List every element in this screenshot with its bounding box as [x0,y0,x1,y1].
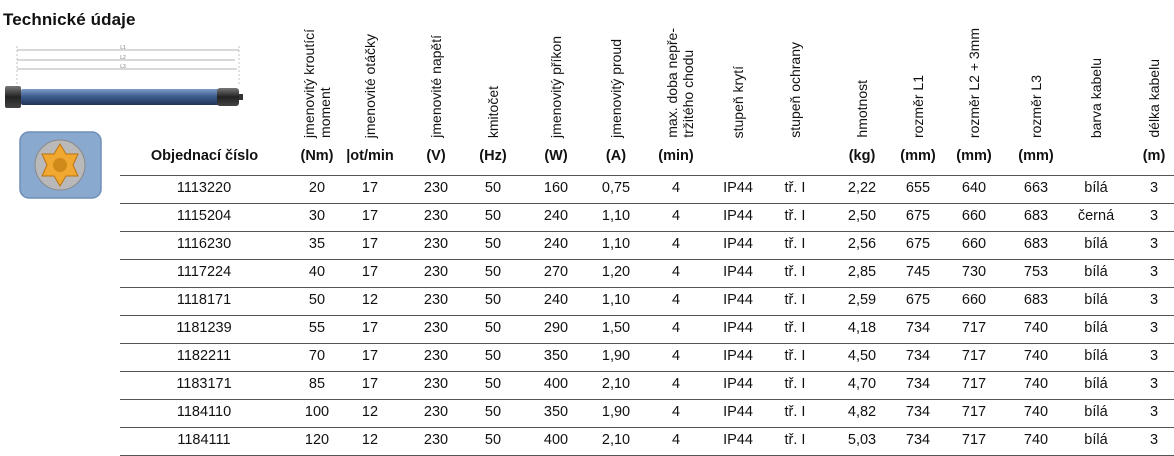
table-cell-duty: 4 [671,236,681,252]
table-cell-current: 1,10 [601,236,631,252]
table-cell-l3: 740 [1023,404,1049,420]
table-cell-speed: 17 [361,208,379,224]
table-cell-speed: 17 [361,320,379,336]
table-cell-current: 1,90 [601,348,631,364]
column-header-code: Objednací číslo [150,148,259,164]
table-cell-freq: 50 [484,348,502,364]
table-cell-code: 1181239 [176,320,232,336]
table-cell-l2: 717 [961,404,987,420]
table-cell-duty: 4 [671,292,681,308]
table-cell-freq: 50 [484,432,502,448]
table-cell-l2: 730 [961,264,987,280]
table-cell-current: 2,10 [601,432,631,448]
table-cell-l2: 640 [961,180,987,196]
table-cell-power: 290 [543,320,569,336]
table-cell-duty: 4 [671,264,681,280]
table-cell-prot: tř. I [784,264,806,280]
table-cell-length: 3 [1149,208,1159,224]
table-cell-torque: 35 [308,236,326,252]
table-cell-speed: 17 [361,348,379,364]
table-cell-color: bílá [1084,348,1108,364]
motor-drawing [3,42,243,120]
table-cell-l1: 734 [905,404,931,420]
table-row [120,428,1174,456]
table-cell-voltage: 230 [423,432,449,448]
table-cell-prot: tř. I [784,292,806,308]
table-cell-ip: IP44 [723,264,753,280]
column-header-prot: stupeň ochrany [787,42,803,138]
column-unit-duty: (min) [658,148,694,164]
table-cell-voltage: 230 [423,348,449,364]
table-cell-l1: 734 [905,432,931,448]
column-header-ip: stupeň krytí [730,65,746,138]
column-unit-voltage: (V) [426,148,446,164]
table-cell-color: bílá [1084,236,1108,252]
table-cell-l1: 734 [905,348,931,364]
column-unit-torque: (Nm) [300,148,334,164]
column-header-speed: jmenovité otáčky [362,33,378,138]
table-cell-l3: 683 [1023,292,1049,308]
table-cell-torque: 30 [308,208,326,224]
table-row [120,288,1174,316]
table-cell-torque: 20 [308,180,326,196]
table-cell-torque: 120 [304,432,330,448]
table-cell-weight: 4,18 [847,320,877,336]
table-cell-code: 1183171 [176,376,232,392]
table-cell-voltage: 230 [423,264,449,280]
table-cell-freq: 50 [484,264,502,280]
table-cell-l1: 675 [905,292,931,308]
column-header-voltage: jmenovité napětí [428,35,444,138]
table-cell-prot: tř. I [784,404,806,420]
column-unit-weight: (kg) [848,148,876,164]
column-header-l2: rozměr L2 + 3mm [966,27,982,138]
table-cell-weight: 4,50 [847,348,877,364]
table-cell-voltage: 230 [423,180,449,196]
table-cell-ip: IP44 [723,320,753,336]
table-row [120,204,1174,232]
column-header-weight: hmotnost [854,80,870,138]
table-cell-code: 1113220 [176,180,232,196]
column-unit-current: (A) [605,148,627,164]
column-header-current: jmenovitý proud [608,39,624,138]
table-cell-code: 1115204 [176,208,232,224]
table-cell-speed: 17 [361,264,379,280]
table-cell-power: 240 [543,292,569,308]
table-cell-color: bílá [1084,180,1108,196]
table-cell-freq: 50 [484,236,502,252]
table-cell-prot: tř. I [784,432,806,448]
table-cell-current: 1,10 [601,292,631,308]
table-cell-current: 1,20 [601,264,631,280]
table-cell-ip: IP44 [723,236,753,252]
table-cell-color: bílá [1084,376,1108,392]
table-cell-prot: tř. I [784,376,806,392]
table-cell-speed: 12 [361,432,379,448]
table-cell-l3: 740 [1023,376,1049,392]
table-cell-l1: 675 [905,236,931,252]
table-cell-speed: 17 [361,376,379,392]
table-cell-l3: 740 [1023,348,1049,364]
column-header-l3: rozměr L3 [1028,74,1044,138]
column-header-length: délka kabelu [1146,59,1162,138]
table-cell-voltage: 230 [423,292,449,308]
table-cell-freq: 50 [484,180,502,196]
table-cell-color: bílá [1084,264,1108,280]
table-cell-l2: 660 [961,236,987,252]
table-cell-speed: 17 [361,236,379,252]
table-row [120,400,1174,428]
table-cell-l3: 753 [1023,264,1049,280]
table-cell-length: 3 [1149,264,1159,280]
table-cell-ip: IP44 [723,208,753,224]
column-unit-power: (W) [544,148,568,164]
table-cell-l1: 745 [905,264,931,280]
column-unit-freq: (Hz) [479,148,507,164]
table-cell-code: 1182211 [176,348,232,364]
table-row [120,260,1174,288]
table-cell-color: bílá [1084,404,1108,420]
table-cell-l2: 717 [961,376,987,392]
table-cell-l3: 740 [1023,432,1049,448]
column-unit-prot [760,148,830,168]
table-cell-ip: IP44 [723,404,753,420]
table-cell-weight: 2,59 [847,292,877,308]
table-cell-current: 1,90 [601,404,631,420]
table-cell-color: bílá [1084,320,1108,336]
table-row [120,344,1174,372]
table-cell-torque: 70 [308,348,326,364]
table-cell-duty: 4 [671,208,681,224]
table-cell-duty: 4 [671,432,681,448]
table-cell-length: 3 [1149,404,1159,420]
table-cell-prot: tř. I [784,208,806,224]
table-cell-duty: 4 [671,376,681,392]
table-cell-code: 1116230 [176,236,232,252]
table-cell-length: 3 [1149,376,1159,392]
table-cell-prot: tř. I [784,180,806,196]
table-cell-speed: 12 [361,292,379,308]
table-cell-ip: IP44 [723,292,753,308]
table-row [120,175,1174,204]
table-cell-voltage: 230 [423,320,449,336]
column-unit-l1: (mm) [900,148,936,164]
table-cell-prot: tř. I [784,348,806,364]
table-cell-voltage: 230 [423,236,449,252]
table-cell-l2: 717 [961,432,987,448]
table-cell-l3: 683 [1023,236,1049,252]
table-cell-voltage: 230 [423,208,449,224]
table-cell-voltage: 230 [423,376,449,392]
table-cell-weight: 2,22 [847,180,877,196]
motor-dimension-label-l2: L2 [120,55,126,61]
table-cell-length: 3 [1149,320,1159,336]
table-cell-duty: 4 [671,320,681,336]
column-header-power: jmenovitý příkon [548,36,564,138]
table-cell-length: 3 [1149,432,1159,448]
column-header-freq: kmitočet [485,85,501,138]
table-cell-l3: 683 [1023,208,1049,224]
table-cell-power: 160 [543,180,569,196]
table-cell-prot: tř. I [784,236,806,252]
column-unit-speed: |ot/min [346,148,394,164]
column-unit-l2: (mm) [956,148,992,164]
table-cell-current: 1,50 [601,320,631,336]
table-cell-l1: 734 [905,376,931,392]
column-unit-length: (m) [1142,148,1166,164]
table-cell-power: 240 [543,236,569,252]
table-cell-freq: 50 [484,292,502,308]
table-cell-ip: IP44 [723,348,753,364]
table-cell-prot: tř. I [784,320,806,336]
table-cell-torque: 100 [304,404,330,420]
table-cell-power: 350 [543,348,569,364]
table-cell-torque: 85 [308,376,326,392]
table-cell-weight: 4,82 [847,404,877,420]
column-header-color: barva kabelu [1088,57,1104,138]
table-cell-voltage: 230 [423,404,449,420]
data-table [120,175,1174,456]
table-cell-power: 270 [543,264,569,280]
table-cell-code: 1118171 [176,292,232,308]
column-header-duty: max. doba nepře- tržitého chodu [664,28,696,138]
table-cell-freq: 50 [484,376,502,392]
table-cell-torque: 55 [308,320,326,336]
motor-dimension-label-l1: L1 [120,45,126,51]
table-cell-weight: 5,03 [847,432,877,448]
table-cell-weight: 4,70 [847,376,877,392]
table-cell-current: 0,75 [601,180,631,196]
table-cell-color: bílá [1084,432,1108,448]
table-cell-l2: 717 [961,348,987,364]
table-cell-color: bílá [1084,292,1108,308]
table-cell-l1: 734 [905,320,931,336]
table-cell-length: 3 [1149,348,1159,364]
table-cell-torque: 40 [308,264,326,280]
table-cell-duty: 4 [671,404,681,420]
table-cell-freq: 50 [484,404,502,420]
column-unit-l3: (mm) [1018,148,1054,164]
table-cell-l3: 740 [1023,320,1049,336]
table-cell-length: 3 [1149,236,1159,252]
table-cell-ip: IP44 [723,180,753,196]
table-cell-ip: IP44 [723,432,753,448]
table-cell-freq: 50 [484,320,502,336]
table-cell-weight: 2,50 [847,208,877,224]
table-cell-l2: 660 [961,208,987,224]
table-cell-l3: 663 [1023,180,1049,196]
table-cell-power: 240 [543,208,569,224]
table-cell-duty: 4 [671,180,681,196]
table-cell-freq: 50 [484,208,502,224]
table-cell-l2: 717 [961,320,987,336]
table-cell-code: 1184111 [177,432,231,448]
table-row [120,316,1174,344]
table-cell-code: 1184110 [176,404,232,420]
table-cell-ip: IP44 [723,376,753,392]
table-cell-length: 3 [1149,292,1159,308]
table-cell-power: 400 [543,376,569,392]
table-cell-l2: 660 [961,292,987,308]
table-cell-power: 400 [543,432,569,448]
table-cell-code: 1117224 [176,264,232,280]
page-title: Technické údaje [3,10,136,29]
table-cell-l1: 675 [905,208,931,224]
table-cell-l1: 655 [905,180,931,196]
table-cell-current: 1,10 [601,208,631,224]
table-row [120,372,1174,400]
table-cell-speed: 12 [361,404,379,420]
table-cell-length: 3 [1149,180,1159,196]
table-cell-torque: 50 [308,292,326,308]
table-cell-current: 2,10 [601,376,631,392]
motor-head-icon [18,130,103,200]
table-cell-speed: 17 [361,180,379,196]
column-header-l1: rozměr L1 [910,74,926,138]
table-cell-weight: 2,85 [847,264,877,280]
motor-dimension-label-l3: L3 [120,64,126,70]
table-cell-power: 350 [543,404,569,420]
table-cell-duty: 4 [671,348,681,364]
table-row [120,232,1174,260]
column-header-torque: jmenovitý kroutící moment [301,29,333,138]
table-cell-weight: 2,56 [847,236,877,252]
table-cell-color: černá [1077,208,1115,224]
